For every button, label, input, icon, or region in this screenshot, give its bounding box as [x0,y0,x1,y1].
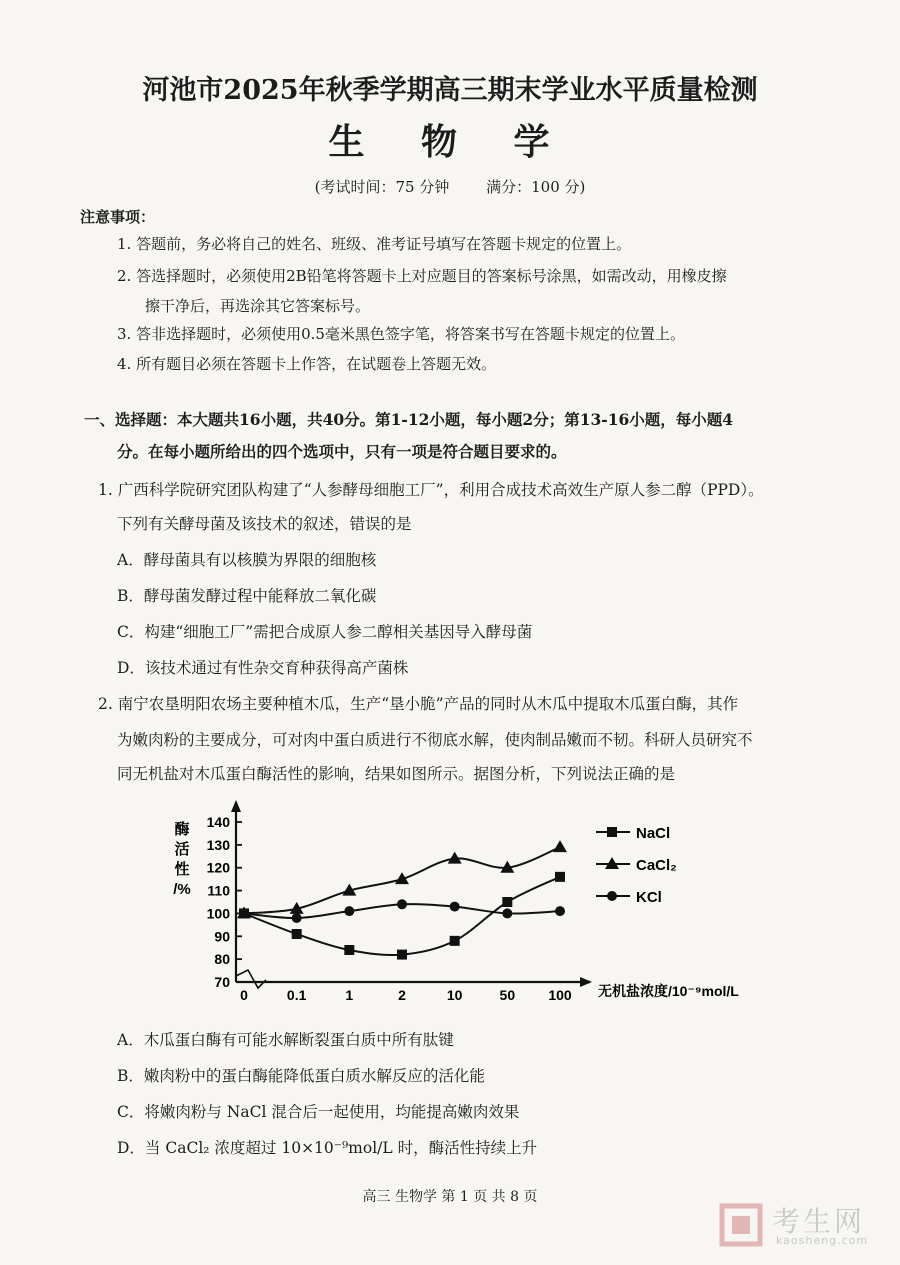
y-axis-label: 酶 [174,821,190,838]
x-tick-label: 0 [240,987,248,1003]
question-2-option-d: D．当 CaCl₂ 浓度超过 10×10⁻⁹mol/L 时，酶活性持续上升 [117,1139,538,1157]
y-tick-label: 110 [207,882,230,899]
data-point-square [502,897,512,907]
notes-heading: 注意事项： [80,208,156,226]
legend-label-square: NaCl [636,825,671,842]
data-point-square [555,872,565,882]
x-tick-label: 10 [446,987,463,1003]
enzyme-activity-chart [160,792,800,1012]
data-point-circle [555,906,565,916]
exam-time: (考试时间：75 分钟 [314,178,450,196]
watermark-text: 考生网 [772,1205,866,1238]
data-point-triangle [553,840,567,852]
section-heading-line1: 一、选择题：本大题共16小题，共40分。第1-12小题，每小题2分；第13-16小题，每小题4 [84,410,734,429]
x-axis-arrow [580,977,592,987]
note-item: 1. 答题前，务必将自己的姓名、班级、准考证号填写在答题卡规定的位置上。 [117,235,632,253]
question-2-stem: 2. 南宁农垦明阳农场主要种植木瓜，生产“垦小脆”产品的同时从木瓜中提取木瓜蛋白酶，其作 [98,695,739,713]
exam-meta [0,176,900,197]
y-axis-label: /% [173,881,191,898]
y-axis-label: 性 [174,861,190,878]
x-axis-label: 无机盐浓度/10⁻⁹mol/L [598,983,739,999]
note-item: 2. 答选择题时，必须使用2B铅笔将答题卡上对应题目的答案标号涂黑，如需改动，用橡皮擦 [117,267,727,285]
y-tick-label: 70 [214,974,230,990]
full-score: 满分：100 分) [486,178,586,196]
question-2-stem-continued: 同无机盐对木瓜蛋白酶活性的影响，结果如图所示。据图分析，下列说法正确的是 [117,765,676,783]
y-tick-label: 140 [206,814,230,830]
y-tick-label: 120 [206,859,230,876]
exam-title: 河池市2025年秋季学期高三期末学业水平质量检测 [142,75,758,106]
question-1-stem-continued: 下列有关酵母菌及该技术的叙述，错误的是 [117,515,412,533]
x-tick-label: 100 [548,987,572,1003]
section-heading-line2: 分。在每小题所给出的四个选项中，只有一项是符合题目要求的。 [117,442,567,461]
data-point-circle [344,906,354,916]
data-point-circle [502,908,512,918]
data-point-square [344,945,354,955]
legend-marker-circle [607,891,617,901]
question-2-option-a: A．木瓜蛋白酶有可能水解断裂蛋白质中所有肽键 [117,1031,454,1049]
y-axis-label: 活 [174,841,190,858]
data-point-circle [450,902,460,912]
question-1-option-b: B．酵母菌发酵过程中能释放二氧化碳 [117,587,377,605]
series-line-square [244,877,560,955]
y-tick-label: 90 [214,928,230,945]
question-1-option-a: A．酵母菌具有以核膜为界限的细胞核 [117,551,377,569]
note-item: 3. 答非选择题时，必须使用0.5毫米黑色签字笔，将答案书写在答题卡规定的位置上。 [117,325,685,343]
data-point-square [397,950,407,960]
x-tick-label: 0.1 [286,987,307,1003]
y-tick-label: 130 [206,836,230,853]
question-1-option-c: C．构建“细胞工厂”需把合成原人参二醇相关基因导入酵母菌 [117,623,533,641]
data-point-square [450,936,460,946]
x-tick-label: 2 [398,987,406,1003]
note-item: 4. 所有题目必须在答题卡上作答，在试题卷上答题无效。 [117,355,497,373]
legend-label-circle: KCl [636,889,662,906]
x-tick-label: 50 [499,987,516,1003]
y-tick-label: 80 [214,951,230,968]
question-1-option-d: D．该技术通过有性杂交育种获得高产菌株 [117,659,409,677]
axis-break-mark [236,970,266,988]
question-1-stem: 1. 广西科学院研究团队构建了“人参酵母细胞工厂”，利用合成技术高效生产原人参二醇（PPD）。 [98,481,764,499]
data-point-circle [292,913,302,923]
subject-title: 生 物 学 [328,121,572,163]
data-point-square [292,929,302,939]
y-tick-label: 100 [206,905,230,922]
question-2-option-b: B．嫩肉粉中的蛋白酶能降低蛋白质水解反应的活化能 [117,1067,485,1085]
watermark-url: kaosheng.com [776,1234,869,1247]
question-2-stem-continued: 为嫩肉粉的主要成分，可对肉中蛋白质进行不彻底水解，使肉制品嫩而不韧。科研人员研究不 [117,731,753,749]
data-point-circle [239,908,249,918]
legend-marker-square [607,827,617,837]
x-tick-label: 1 [345,987,354,1003]
page-footer: 高三 生物学 第 1 页 共 8 页 [362,1189,538,1205]
question-2-option-c: C．将嫩肉粉与 NaCl 混合后一起使用，均能提高嫩肉效果 [117,1103,520,1121]
y-axis-arrow [231,800,241,812]
note-item-continued: 擦干净后，再选涂其它答案标号。 [145,297,371,315]
data-point-circle [397,899,407,909]
legend-label-triangle: CaCl₂ [636,857,677,874]
